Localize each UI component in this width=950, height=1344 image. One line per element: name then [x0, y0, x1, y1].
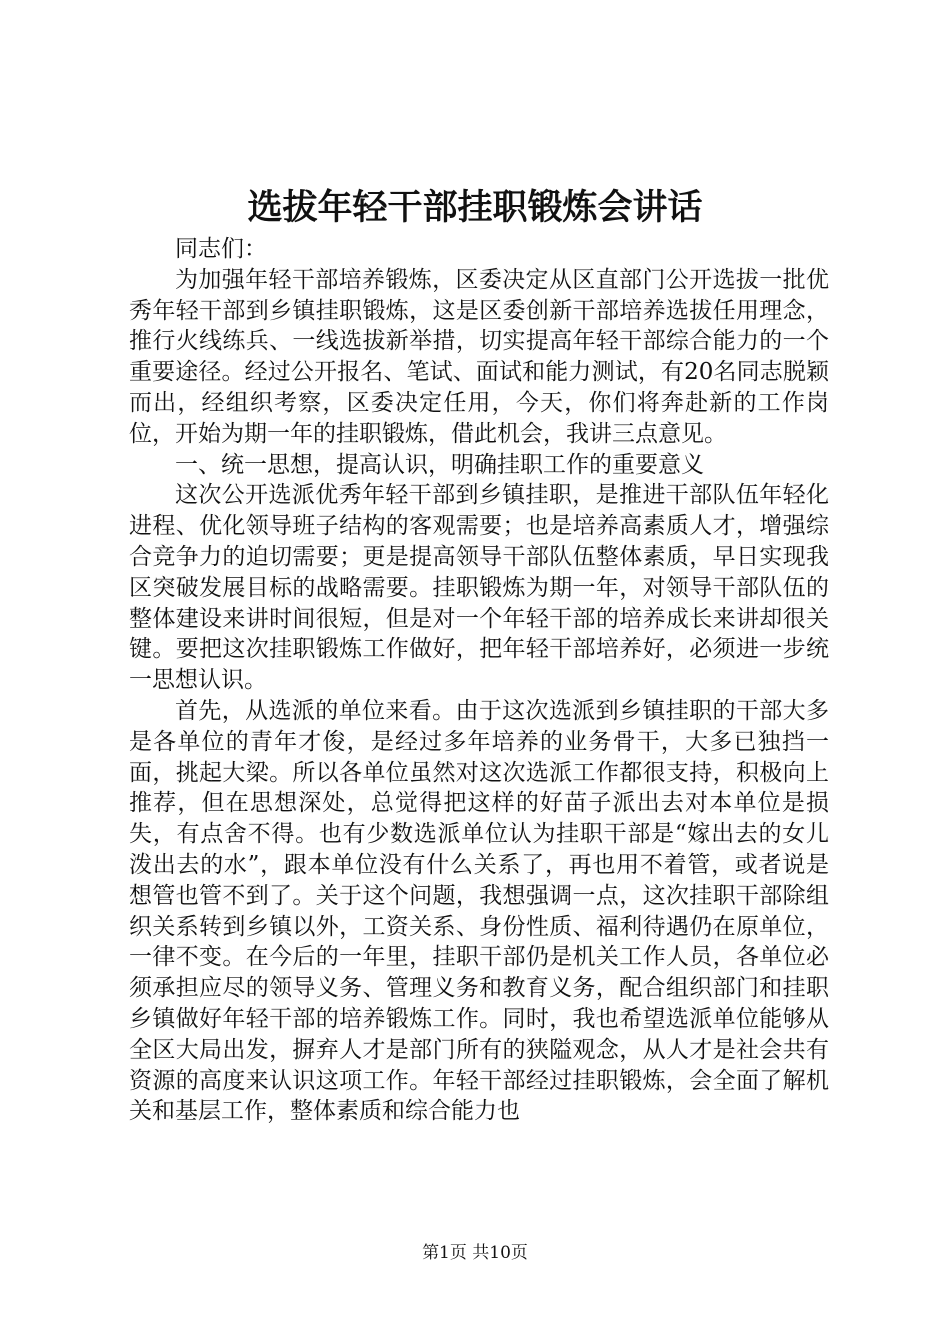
section-heading-1: 一、统一思想，提高认识，明确挂职工作的重要意义: [175, 451, 704, 478]
greeting: 同志们：: [175, 236, 267, 262]
paragraph-units: 首先，从选派的单位来看。由于这次选派到乡镇挂职的干部大多是各单位的青年才俊，是经过多年培养的业务骨干，大多已独挡一面，挑起大梁。所以各单位虽然对这次选派工作都很支持，积极向上推荐，但在思想深处，总觉得把这样的好苗子派出去对本单位是损失，有点舍不得。也有少数选派单位认为挂职干部是“嫁出去的女儿泼出去的水”，跟本单位没有什么关系了，再也用不着管，或者说是想管也管不到了。关于这个问题，我想强调一点，这次挂职干部除组织关系转到乡镇以外，工资关系、身份性质、福利待遇仍在原单位，一律不变。在今后的一年里，挂职干部仍是机关工作人员，各单位必须承担应尽的领导义务、管理义务和教育义务，配合组织部门和挂职乡镇做好年轻干部的培养锻炼工作。同时，我也希望选派单位能够从全区大局出发，摒弃人才是部门所有的狭隘观念，从人才是社会共有资源的高度来认识这项工作。年轻干部经过挂职锻炼，会全面了解机关和基层工作，整体素质和综合能力也: [129, 697, 829, 1125]
document-body: [129, 234, 829, 1127]
paragraph-intro: 为加强年轻干部培养锻炼，区委决定从区直部门公开选拔一批优秀年轻干部到乡镇挂职锻炼，这是区委创新干部培养选拔任用理念，推行火线练兵、一线选拔新举措，切实提高年轻干部综合能力的一个重要途径。经过公开报名、笔试、面试和能力测试，有20名同志脱颖而出，经组织考察，区委决定任用，今天，你们将奔赴新的工作岗位，开始为期一年的挂职锻炼，借此机会，我讲三点意见。: [129, 266, 829, 447]
page-number-footer: 第1页 共10页: [422, 1243, 528, 1263]
paragraph-significance: 这次公开选派优秀年轻干部到乡镇挂职，是推进干部队伍年轻化进程、优化领导班子结构的客观需要；也是培养高素质人才，增强综合竞争力的迫切需要；更是提高领导干部队伍整体素质，早日实现我区突破发展目标的战略需要。挂职锻炼为期一年，对领导干部队伍的整体建设来讲时间很短，但是对一个年轻干部的培养成长来讲却很关键。要把这次挂职锻炼工作做好，把年轻干部培养好，必须进一步统一思想认识。: [129, 482, 829, 694]
document-title: 选拔年轻干部挂职锻炼会讲话: [247, 187, 703, 228]
